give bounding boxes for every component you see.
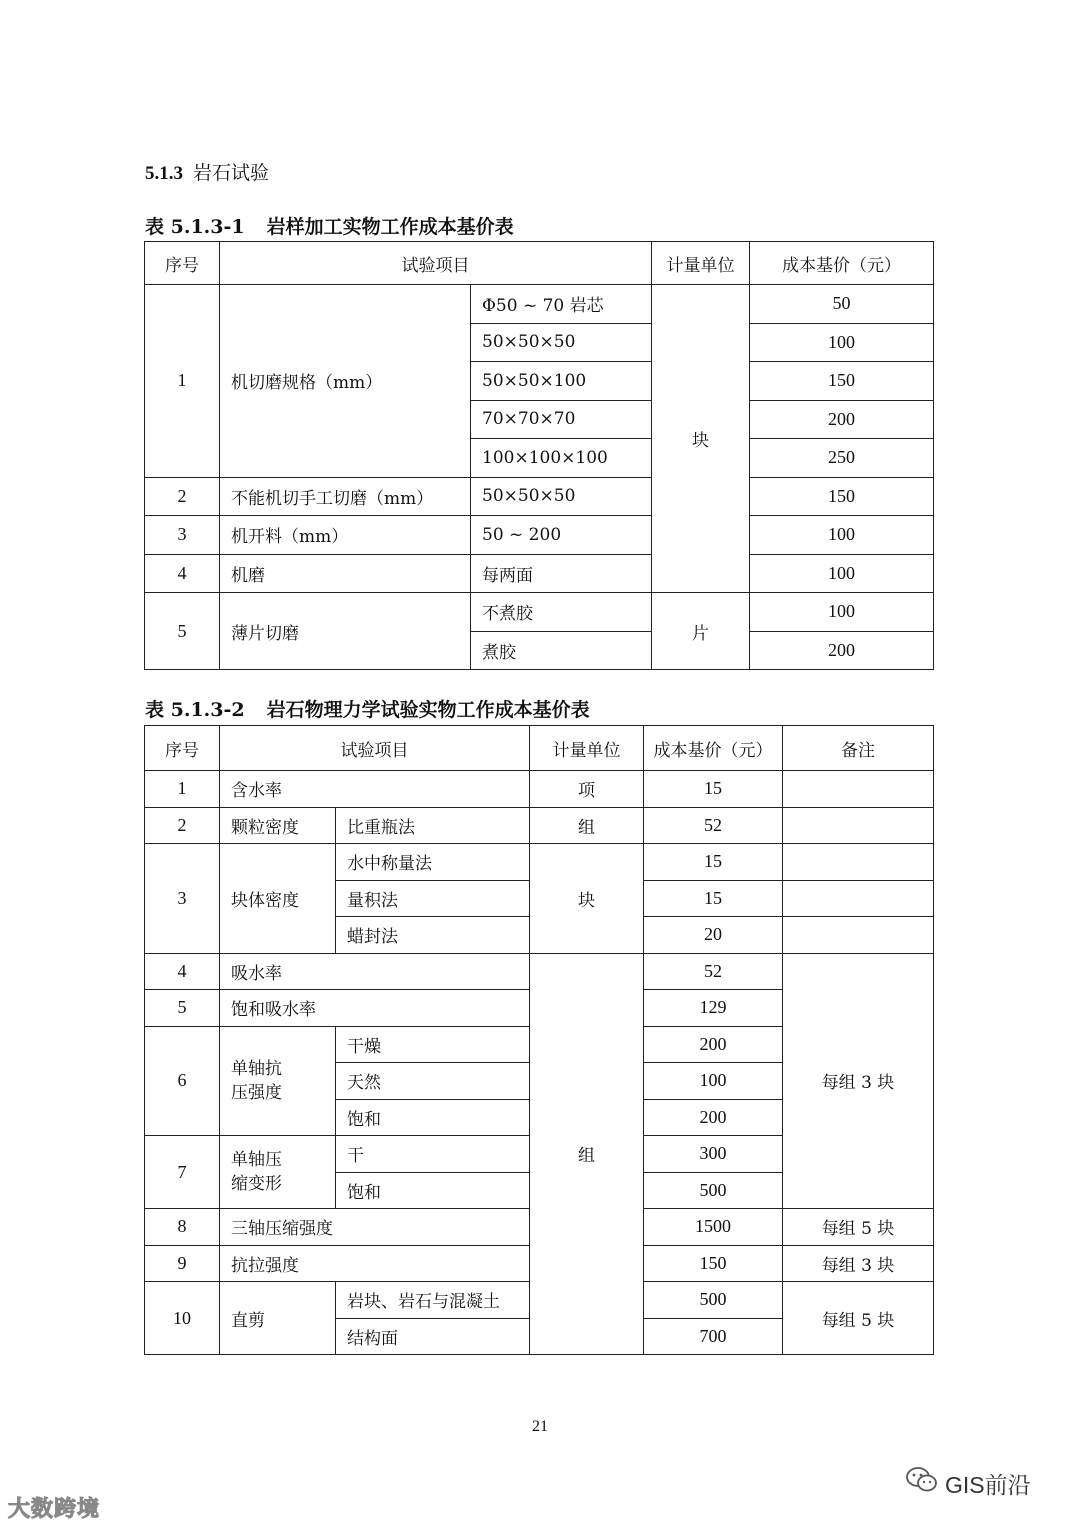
method-cell: 干: [336, 1136, 530, 1173]
price-cell: 500: [644, 1282, 783, 1319]
spec-cell: 100×100×100: [471, 439, 652, 478]
spec-cell: 50 ~ 200: [471, 516, 652, 555]
price-cell: 250: [750, 439, 934, 478]
method-cell: 天然: [336, 1063, 530, 1100]
unit-cell: 项: [530, 771, 644, 808]
note-cell: [783, 880, 934, 917]
note-cell: 每组 3 块: [783, 1245, 934, 1282]
table1: [144, 241, 934, 670]
method-cell: 饱和: [336, 1172, 530, 1209]
price-cell: 15: [644, 771, 783, 808]
header-unit: 计量单位: [530, 726, 644, 771]
spec-cell: 50×50×100: [471, 362, 652, 401]
price-cell: 20: [644, 917, 783, 954]
price-cell: 100: [750, 323, 934, 362]
item-cell: [220, 1026, 336, 1136]
item-cell: 吸水率: [220, 953, 530, 990]
table-row: [145, 807, 934, 844]
table-row: [145, 477, 934, 516]
table-row: [145, 844, 934, 881]
note-cell: 每组 5 块: [783, 1282, 934, 1355]
table1-caption-title: 岩样加工实物工作成本基价表: [266, 216, 514, 238]
header-unit: 计量单位: [652, 242, 750, 285]
price-cell: 200: [644, 1099, 783, 1136]
note-cell: [783, 844, 934, 881]
table-row: [145, 593, 934, 632]
watermark-left-text: 大数跨境: [8, 1496, 101, 1521]
price-cell: 100: [750, 554, 934, 593]
table-header-row: [145, 242, 934, 285]
price-cell: 700: [644, 1318, 783, 1355]
price-cell: 100: [750, 593, 934, 632]
item-cell: 三轴压缩强度: [220, 1209, 530, 1246]
item-cell: 含水率: [220, 771, 530, 808]
price-cell: 1500: [644, 1209, 783, 1246]
seq-cell: 4: [145, 953, 220, 990]
price-cell: 150: [644, 1245, 783, 1282]
table-header-row: [145, 726, 934, 771]
item-cell: 直剪: [220, 1282, 336, 1355]
method-cell: 量积法: [336, 880, 530, 917]
seq-cell: 4: [145, 554, 220, 593]
method-cell: 蜡封法: [336, 917, 530, 954]
item-cell: 机切磨规格（mm）: [220, 285, 471, 478]
seq-cell: 1: [145, 771, 220, 808]
table-row: [145, 554, 934, 593]
price-cell: 200: [750, 400, 934, 439]
item-cell: 饱和吸水率: [220, 990, 530, 1027]
table2: [144, 725, 934, 1355]
header-price: 成本基价（元）: [644, 726, 783, 771]
price-cell: 200: [644, 1026, 783, 1063]
price-cell: 300: [644, 1136, 783, 1173]
seq-cell: 10: [145, 1282, 220, 1355]
header-item: 试验项目: [220, 726, 530, 771]
seq-cell: 2: [145, 477, 220, 516]
unit-cell: 块: [652, 285, 750, 593]
unit-cell: 片: [652, 593, 750, 670]
seq-cell: 8: [145, 1209, 220, 1246]
unit-cell: 组: [530, 807, 644, 844]
item-text: 单轴抗压强度: [231, 1058, 282, 1103]
table-row: [145, 953, 934, 990]
note-cell: 每组 3 块: [783, 953, 934, 1209]
method-cell: 结构面: [336, 1318, 530, 1355]
price-cell: 129: [644, 990, 783, 1027]
note-cell: 每组 5 块: [783, 1209, 934, 1246]
header-seq: 序号: [145, 242, 220, 285]
price-cell: 52: [644, 953, 783, 990]
price-cell: 100: [750, 516, 934, 555]
item-cell: 抗拉强度: [220, 1245, 530, 1282]
seq-cell: 1: [145, 285, 220, 478]
price-cell: 500: [644, 1172, 783, 1209]
table-row: [145, 771, 934, 808]
page-number: 21: [532, 1418, 548, 1435]
watermark-right: [905, 1466, 1031, 1500]
spec-cell: 煮胶: [471, 631, 652, 670]
item-cell: 不能机切手工切磨（mm）: [220, 477, 471, 516]
header-note: 备注: [783, 726, 934, 771]
price-cell: 150: [750, 362, 934, 401]
seq-cell: 3: [145, 844, 220, 954]
header-item: 试验项目: [220, 242, 652, 285]
seq-cell: 9: [145, 1245, 220, 1282]
table2-caption-title: 岩石物理力学试验实物工作成本基价表: [266, 699, 590, 721]
table2-caption: [145, 695, 590, 722]
price-cell: 15: [644, 880, 783, 917]
item-cell: 颗粒密度: [220, 807, 336, 844]
wechat-icon: [905, 1466, 939, 1500]
header-price: 成本基价（元）: [750, 242, 934, 285]
unit-cell: 块: [530, 844, 644, 954]
item-text: 单轴压缩变形: [231, 1150, 282, 1194]
item-cell: 机磨: [220, 554, 471, 593]
item-cell: 块体密度: [220, 844, 336, 954]
section-name: 岩石试验: [193, 162, 270, 184]
spec-cell: 50×50×50: [471, 323, 652, 362]
section-number: 5.1.3: [145, 163, 183, 184]
method-cell: 水中称量法: [336, 844, 530, 881]
item-cell: 机开料（mm）: [220, 516, 471, 555]
price-cell: 15: [644, 844, 783, 881]
seq-cell: 7: [145, 1136, 220, 1209]
spec-cell: Φ50 ~ 70 岩芯: [471, 285, 652, 324]
table1-caption-prefix: 表 5.1.3-1: [145, 216, 245, 238]
method-cell: 比重瓶法: [336, 807, 530, 844]
seq-cell: 5: [145, 593, 220, 670]
note-cell: [783, 807, 934, 844]
table-row: [145, 285, 934, 324]
seq-cell: 2: [145, 807, 220, 844]
note-cell: [783, 917, 934, 954]
table-row: [145, 516, 934, 555]
note-cell: [783, 771, 934, 808]
watermark-left: [8, 1492, 100, 1523]
seq-cell: 3: [145, 516, 220, 555]
method-cell: 饱和: [336, 1099, 530, 1136]
price-cell: 150: [750, 477, 934, 516]
header-seq: 序号: [145, 726, 220, 771]
method-cell: 干燥: [336, 1026, 530, 1063]
table1-caption: [145, 212, 514, 239]
seq-cell: 5: [145, 990, 220, 1027]
price-cell: 52: [644, 807, 783, 844]
spec-cell: 不煮胶: [471, 593, 652, 632]
price-cell: 100: [644, 1063, 783, 1100]
item-cell: [220, 1136, 336, 1209]
watermark-right-text: GIS前沿: [945, 1471, 1031, 1498]
unit-cell: 组: [530, 953, 644, 1355]
section-title: [145, 158, 269, 185]
item-cell: 薄片切磨: [220, 593, 471, 670]
seq-cell: 6: [145, 1026, 220, 1136]
spec-cell: 50×50×50: [471, 477, 652, 516]
method-cell: 岩块、岩石与混凝土: [336, 1282, 530, 1319]
price-cell: 200: [750, 631, 934, 670]
spec-cell: 每两面: [471, 554, 652, 593]
price-cell: 50: [750, 285, 934, 324]
spec-cell: 70×70×70: [471, 400, 652, 439]
table2-caption-prefix: 表 5.1.3-2: [145, 699, 245, 721]
